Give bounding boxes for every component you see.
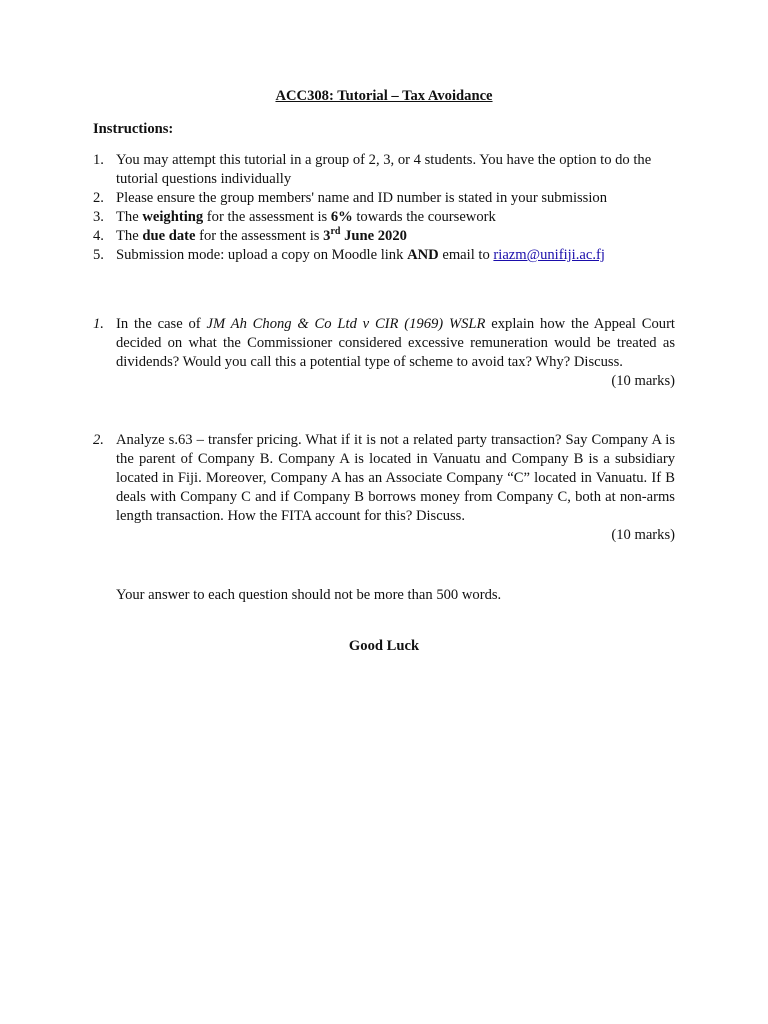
instruction-text: for the assessment is [203,209,331,225]
instruction-number: 4. [93,228,104,244]
question-text: In the case of [116,316,207,332]
instruction-text: towards the coursework [352,209,496,225]
question-marks: (10 marks) [611,527,675,543]
question-text: explain how the Appeal Court decided on what the Commissioner considered excessive remuneration would be treated as dividends? Would you call this a potential type of scheme to avoid tax? Why? Discuss. [116,316,675,370]
case-citation: JM Ah Chong & Co Ltd v CIR (1969) WSLR [206,316,486,332]
instructions-list [93,151,675,265]
instruction-number: 5. [93,247,104,263]
instructions-heading: Instructions: [93,121,174,137]
question-2 [93,431,675,545]
instruction-number: 3. [93,209,104,225]
instruction-item-2 [93,189,675,208]
instruction-item-5 [93,246,675,265]
instruction-text: Please ensure the group members' name and ID number is stated in your submission [116,190,608,206]
instruction-item-3 [93,208,675,227]
question-number: 1. [93,316,104,332]
weighting-value: 6% [330,209,353,225]
question-number: 2. [93,432,104,448]
weighting-label: weighting [142,209,204,225]
due-date-month-year: June 2020 [340,228,407,244]
question-body [116,315,675,372]
instruction-text: The [116,209,143,225]
due-date-ordinal: rd [330,226,341,238]
instruction-number: 2. [93,190,104,206]
instruction-item-1 [93,151,675,189]
instruction-text: for the assessment is [195,228,324,244]
question-marks: (10 marks) [611,373,675,389]
instruction-text: email to [438,247,494,263]
instruction-number: 1. [93,152,104,168]
question-1 [93,315,675,391]
page-title: ACC308: Tutorial – Tax Avoidance [275,88,493,104]
and-emphasis: AND [407,247,439,263]
instruction-text: You may attempt this tutorial in a group of 2, 3, or 4 students. You have the option to do the tutorial questions individually [116,152,652,187]
question-body: Analyze s.63 – transfer pricing. What if it is not a related party transaction? Say Company A is the parent of Company B. Company A is located in Vanuatu and Company B is a subsidiary located in Fiji. Moreover, Company A has an Associate Company “C” located in Vanuatu. If B deals with Company C and if Company B borrows money from Company C, both at non-arms length transaction. How the FITA account for this? Discuss. [116,432,675,524]
word-limit-note: Your answer to each question should not be more than 500 words. [116,587,502,603]
due-date-label: due date [142,228,196,244]
email-link[interactable]: riazm@unifiji.ac.fj [493,247,605,263]
instruction-text: Submission mode: upload a copy on Moodle link [116,247,408,263]
instruction-item-4 [93,227,675,246]
due-date-day: 3 [323,228,331,244]
closing-text: Good Luck [348,638,420,654]
instruction-text: The [116,228,143,244]
